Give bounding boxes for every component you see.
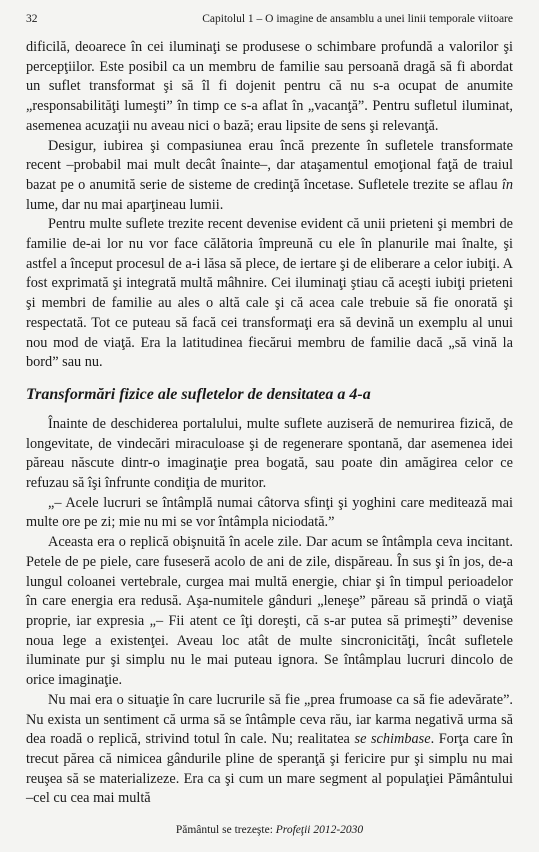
running-head: Capitolul 1 – O imagine de ansamblu a unei linii temporale viitoare	[202, 13, 513, 25]
paragraph: Nu mai era o situaţie în care lucrurile să fie „prea frumoase ca să fie adevărate”. Nu exista un sentiment că urma să se întâmple ceva rău, iar karma negativă urma să dea roadă o replică, strivind totul în cale. Nu; realitatea se schimbase. Forţa care în trecut părea că nimicea gândurile pline de speranţă şi fericire pur şi simplu nu mai reuşea să se materializeze. Era ca şi cum un mare segment al populaţiei Pământului –cel cu cea mai multă	[26, 691, 513, 807]
paragraph: Desigur, iubirea şi compasiunea erau încă prezente în sufletele transformate recent –probabil mai mult decât înainte–, dar ataşamentul emoţional faţă de traiul bazat pe o anumită serie de sisteme de credinţă încetase. Sufletele trezite se aflau în lume, dar nu mai aparţineau lumii.	[26, 137, 513, 213]
paragraph: Pentru multe suflete trezite recent devenise evident că unii prieteni şi membri de familie de-ai lor nu vor face călătoria împreună cu ele în planurile mai înalte, şi astfel a început procesul de a-i lăsa să plece, de iertare şi de eliberare a celor iubiţi. A fost exprimată şi integrată multă mâhnire. Cei iluminaţi ştiau că aceşti iubiţi prieteni şi membri de familie au ales o altă cale şi că acea cale trebuie să fie onorată şi respectată. Tot ce puteau să facă cei transformaţi era să devină un exemplu al unui nou mod de viaţă. Era la latitudinea fiecărui membru de familie dacă „să vină la bord” sau nu.	[26, 216, 513, 371]
page-header	[26, 10, 513, 28]
emphasis: se schimbase	[354, 731, 431, 748]
page-body	[26, 38, 513, 809]
paragraph: Înainte de deschiderea portalului, multe suflete auziseră de nemurirea fizică, de longevitate, de vindecări miraculoase şi de regenerare spontană, dar asemenea idei păreau născute dintr-o imaginaţie prea bogată, sau poate din amăgirea celor ce refuzau să îşi înfrunte condiţia de muritor.	[26, 415, 513, 492]
page-footer	[0, 823, 539, 837]
paragraph-continuation: dificilă, deoarece în cei iluminaţi se produsese o schimbare profundă a valorilor şi percepţiilor. Este posibil ca un membru de familie sau persoană dragă să fi abordat un suflet transformat şi să îl fi dojenit pentru că nu s-a ocupat de anumite „responsabilităţi lumeşti” în timp ce s-a aflat în „vacanţă”. Pentru sufletul iluminat, asemenea acuzaţii nu aveau nici o bază; erau lipsite de sens şi relevanţă.	[26, 39, 513, 134]
emphasis: în	[501, 176, 513, 193]
paragraph-quote: „– Acele lucruri se întâmplă numai câtorva sfinţi şi yoghini care meditează mai multe ore pe zi; mie nu mi se vor întâmpla niciodată.”	[26, 494, 513, 531]
footer-book-subtitle: Profeţii 2012-2030	[275, 824, 364, 836]
paragraph: Aceasta era o replică obişnuită în acele zile. Dar acum se întâmpla ceva incitant. Petele de pe piele, care fuseseră acolo de ani de zile, dispăreau. În sus şi în jos, de-a lungul coloanei vertebrale, curgea mai multă energie, chiar şi în timpul perioadelor în care energia era redusă. Aşa-numitele gânduri „leneşe” păreau să prindă o viaţă proprie, iar expresia „– Fii atent ce îţi doreşti, că s-ar putea să primeşti” devenise noua lege a existenţei. Aveau loc atât de multe sincronicităţi, încât sufletele iluminate pur şi simplu nu le mai puteau ignora. Se întâmplau lucruri dincolo de orice imaginaţie.	[26, 534, 513, 689]
page-number: 32	[26, 13, 38, 25]
footer-book-title: Pământul se trezeşte:	[175, 824, 276, 836]
section-heading: Transformări fizice ale sufletelor de densitatea a 4-a	[26, 385, 371, 403]
